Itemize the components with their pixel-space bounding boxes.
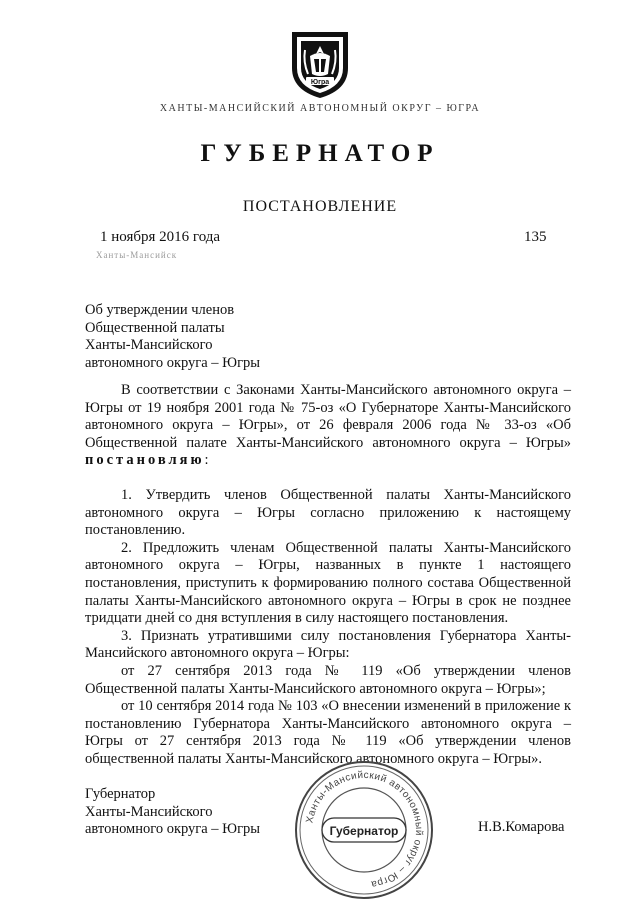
preamble-colon: : — [204, 452, 209, 469]
signatory-title — [85, 786, 260, 839]
document-type: ПОСТАНОВЛЕНИЕ — [242, 198, 398, 215]
preamble-text: В соответствии с Законами Ханты-Мансийского автономного округа – Югры от 19 ноября 2001 года № 75-оз «О Губернаторе Ханты-Мансийского автономного округа – Югры», от 26 февраля 2006 года № 33-оз «Об Общественной палате Ханты-Мансийского автономного округа – Югры» — [85, 382, 571, 451]
coat-of-arms-emblem — [286, 28, 354, 100]
signatory-line: Ханты-Мансийского — [85, 803, 213, 820]
document-subject — [85, 302, 345, 372]
paragraph-item-3b: от 10 сентября 2014 года № 103 «О внесении изменений в приложение к постановлению Губернатора Ханты-Мансийского автономного округа – Югры от 27 сентября 2013 года № 119 «Об утверждении членов общественной палаты Ханты-Мансийского автономного округа – Югры». — [85, 698, 571, 767]
paragraph-item-3a: от 27 сентября 2013 года № 119 «Об утверждении членов Общественной палаты Ханты-Мансийского автономного округа – Югры»; — [85, 662, 571, 697]
document-date: 1 ноября 2016 года — [100, 229, 221, 245]
subject-line: автономного округа – Югры — [85, 354, 261, 371]
seal-ring-text: Ханты-Мансийский автономный округ – Югра — [304, 769, 425, 890]
signatory-name: Н.В.Комарова — [478, 819, 565, 835]
preamble-keyword: постановляю — [85, 452, 205, 469]
paragraph-item-1: 1. Утвердить членов Общественной палаты Ханты-Мансийского автономного округа – Югры согласно приложению к настоящему постановлению. — [85, 486, 571, 539]
paragraph-item-3: 3. Признать утратившими силу постановления Губернатора Ханты-Мансийского автономного округа – Югры: — [85, 627, 571, 662]
document-place: Ханты-Мансийск — [96, 250, 178, 260]
signatory-line: автономного округа – Югры — [85, 821, 261, 837]
subject-line: Общественной палаты — [85, 319, 225, 336]
emblem-label: Югра — [310, 79, 330, 86]
document-heading: ГУБЕРНАТОР — [200, 140, 440, 167]
seal-center-text: Губернатор — [329, 824, 399, 838]
official-seal — [292, 758, 436, 902]
subject-line: Об утверждении членов — [85, 302, 235, 318]
preamble-paragraph — [85, 382, 571, 470]
signatory-line: Губернатор — [85, 786, 156, 802]
subject-line: Ханты-Мансийского — [85, 337, 213, 353]
organization-name: ХАНТЫ-МАНСИЙСКИЙ АВТОНОМНЫЙ ОКРУГ – ЮГРА — [159, 103, 481, 114]
document-body — [85, 382, 571, 768]
document-number: 135 — [524, 229, 547, 245]
paragraph-item-2: 2. Предложить членам Общественной палаты Ханты-Мансийского автономного округа – Югры, названных в пункте 1 настоящего постановления, приступить к формированию полного состава Общественной палаты Ханты-Мансийского автономного округа – Югры в срок не позднее тридцати дней со дня вступления в силу настоящего постановления. — [85, 539, 571, 627]
